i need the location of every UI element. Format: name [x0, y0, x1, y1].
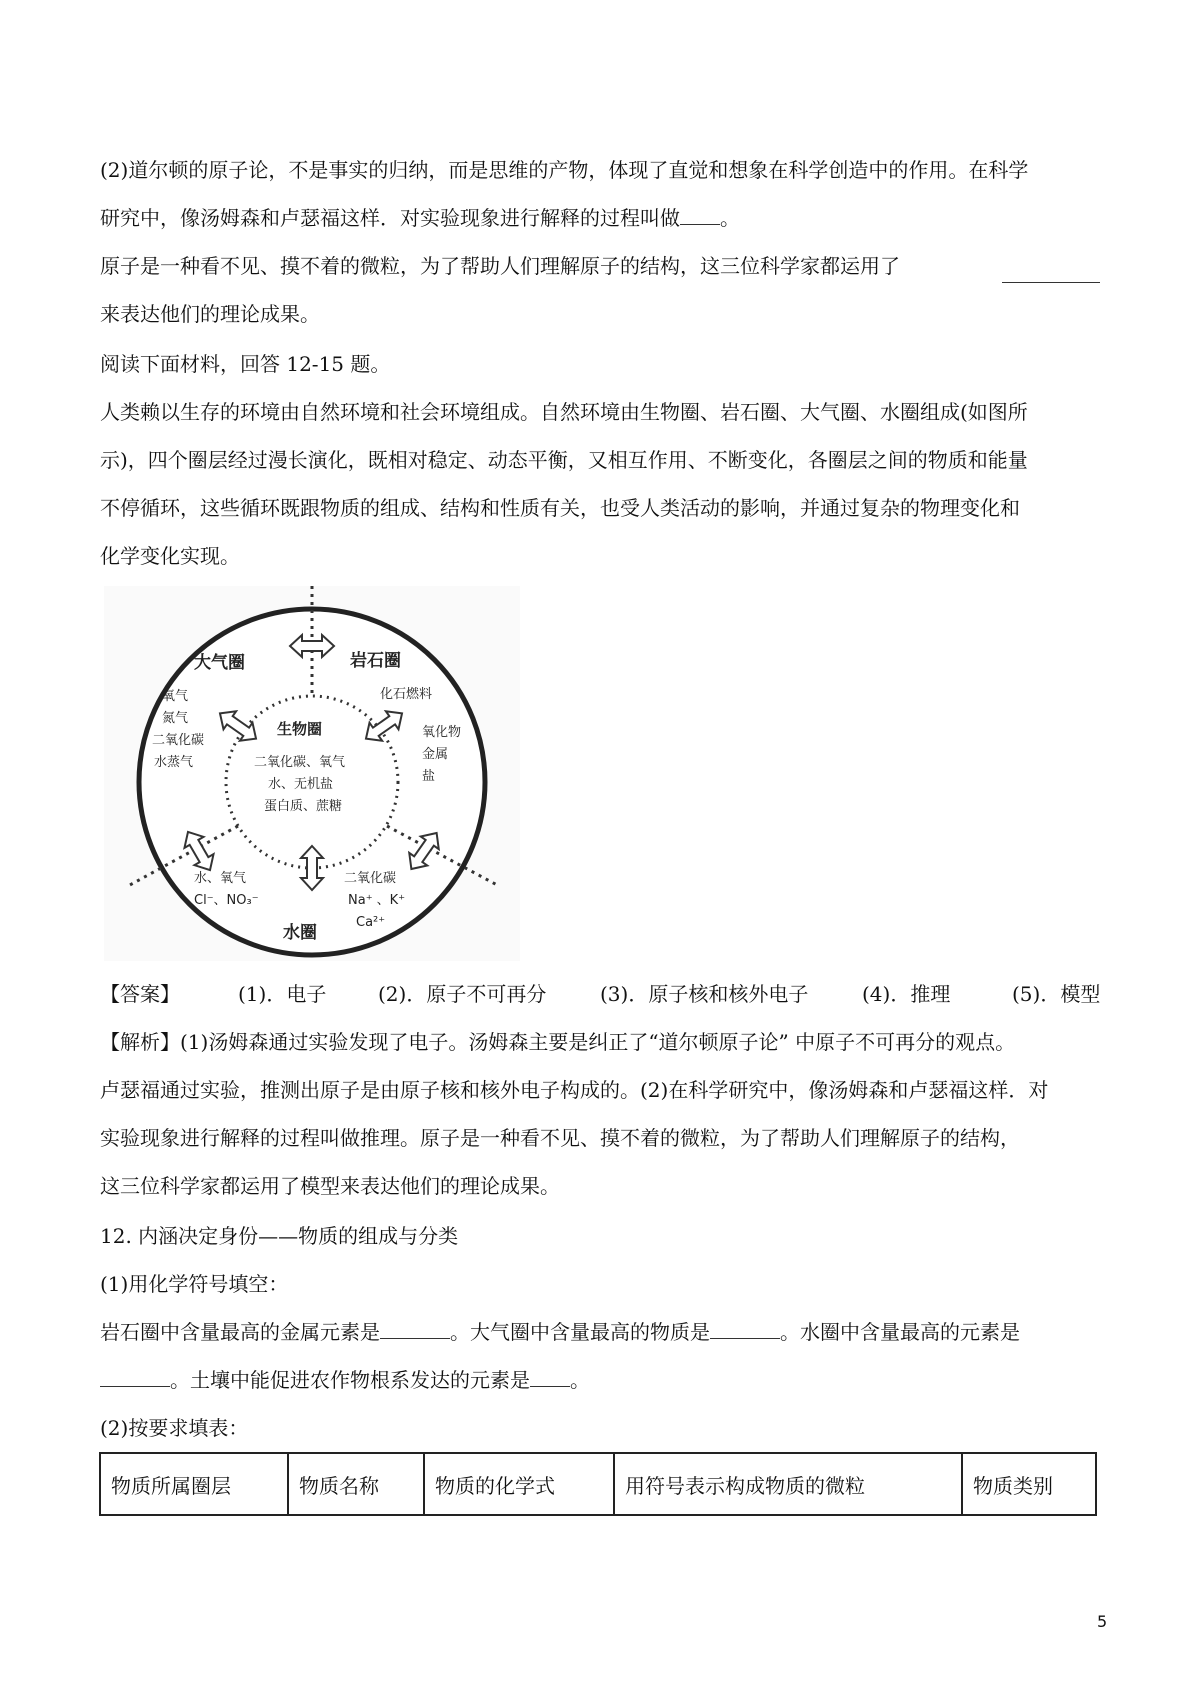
paragraph-line: 不停循环，这些循环既跟物质的组成、结构和性质有关，也受人类活动的影响，并通过复杂的物理变化和	[100, 496, 1020, 520]
hydrosphere-item: 水、氧气	[194, 871, 247, 886]
page-number: 5	[1097, 1612, 1108, 1631]
table-header-cell: 物质名称	[288, 1453, 424, 1515]
analysis-line: 这三位科学家都运用了模型来表达他们的理论成果。	[100, 1174, 560, 1198]
lithosphere-item: 化石燃料	[380, 687, 433, 702]
paragraph-line: 原子是一种看不见、摸不着的微粒，为了帮助人们理解原子的结构，这三位科学家都运用了	[100, 254, 900, 278]
question-line	[100, 1318, 1020, 1346]
paragraph-line: 人类赖以生存的环境由自然环境和社会环境组成。自然环境由生物圈、岩石圈、大气圈、水圈组成(如图所	[100, 400, 1028, 424]
answer-blank[interactable]	[380, 1318, 450, 1339]
atmosphere-item: 氮气	[162, 711, 189, 726]
text: 。大气圈中含量最高的物质是	[450, 1320, 710, 1344]
atmosphere-item: 二氧化碳	[152, 733, 205, 748]
lithosphere-label: 岩石圈	[350, 651, 401, 671]
text: 岩石圈中含量最高的金属元素是	[100, 1320, 380, 1344]
atmosphere-item: 氧气	[162, 689, 189, 704]
atmosphere-item: 水蒸气	[154, 755, 194, 770]
paragraph-line: 化学变化实现。	[100, 544, 240, 568]
paragraph-line	[100, 204, 740, 232]
text: 。	[570, 1368, 590, 1392]
answer-item: (4)．推理	[862, 982, 951, 1006]
analysis-line: 实验现象进行解释的过程叫做推理。原子是一种看不见、摸不着的微粒，为了帮助人们理解原子的结构，	[100, 1126, 1020, 1150]
answer-blank[interactable]	[1002, 262, 1100, 283]
answer-blank[interactable]	[100, 1366, 170, 1387]
hydrosphere-item: Na⁺ 、K⁺	[348, 893, 406, 908]
lithosphere-item: 盐	[422, 769, 436, 784]
answer-blank[interactable]	[680, 204, 720, 225]
biosphere-item: 蛋白质、蔗糖	[264, 799, 343, 814]
answer-item: (5)．模型	[1012, 982, 1101, 1006]
text: 。水圈中含量最高的元素是	[780, 1320, 1020, 1344]
answer-blank[interactable]	[530, 1366, 570, 1387]
text: 。土壤中能促进农作物根系发达的元素是	[170, 1368, 530, 1392]
paragraph-line: 阅读下面材料，回答 12-15 题。	[100, 352, 391, 376]
answer-item: (1)．电子	[238, 982, 327, 1006]
fill-in-table	[99, 1452, 1097, 1516]
biosphere-label: 生物圈	[277, 720, 323, 738]
hydrosphere-item: 二氧化碳	[344, 871, 397, 886]
table-header-cell: 物质的化学式	[424, 1453, 614, 1515]
text: 研究中，像汤姆森和卢瑟福这样．对实验现象进行解释的过程叫做	[100, 206, 680, 230]
answer-row	[100, 980, 1100, 1008]
paragraph-line: 示)，四个圈层经过漫长演化，既相对稳定、动态平衡，又相互作用、不断变化，各圈层之间的物质和能量	[100, 448, 1028, 472]
analysis-line: 卢瑟福通过实验，推测出原子是由原子核和核外电子构成的。(2)在科学研究中，像汤姆森和卢瑟福这样．对	[100, 1078, 1049, 1102]
question-line	[100, 1366, 590, 1394]
biosphere-item: 二氧化碳、氧气	[254, 755, 346, 770]
text: 。	[720, 206, 740, 230]
table-header-cell: 用符号表示构成物质的微粒	[614, 1453, 962, 1515]
question-subpart: (2)按要求填表：	[100, 1416, 249, 1440]
lithosphere-item: 氧化物	[422, 725, 462, 740]
hydrosphere-label: 水圈	[283, 923, 317, 943]
answer-label: 【答案】	[100, 982, 180, 1006]
answer-item: (2)．原子不可再分	[378, 982, 547, 1006]
earth-spheres-diagram	[104, 586, 520, 961]
answer-blank[interactable]	[710, 1318, 780, 1339]
table-header-cell: 物质所属圈层	[100, 1453, 288, 1515]
hydrosphere-item: Ca²⁺	[356, 915, 386, 930]
table-header-row	[100, 1453, 1096, 1515]
question-subpart: (1)用化学符号填空：	[100, 1272, 289, 1296]
table-header-cell: 物质类别	[962, 1453, 1096, 1515]
hydrosphere-item: Cl⁻、NO₃⁻	[194, 893, 259, 908]
lithosphere-item: 金属	[422, 747, 449, 762]
paragraph-line: (2)道尔顿的原子论，不是事实的归纳，而是思维的产物，体现了直觉和想象在科学创造中的作用。在科学	[100, 158, 1029, 182]
question-title: 12. 内涵决定身份——物质的组成与分类	[100, 1224, 459, 1248]
answer-item: (3)．原子核和核外电子	[600, 982, 809, 1006]
analysis-line: 【解析】(1)汤姆森通过实验发现了电子。汤姆森主要是纠正了“道尔顿原子论” 中原子不可再分的观点。	[100, 1030, 1016, 1054]
paragraph-line: 来表达他们的理论成果。	[100, 302, 320, 326]
atmosphere-label: 大气圈	[194, 653, 245, 673]
biosphere-item: 水、无机盐	[268, 777, 334, 792]
